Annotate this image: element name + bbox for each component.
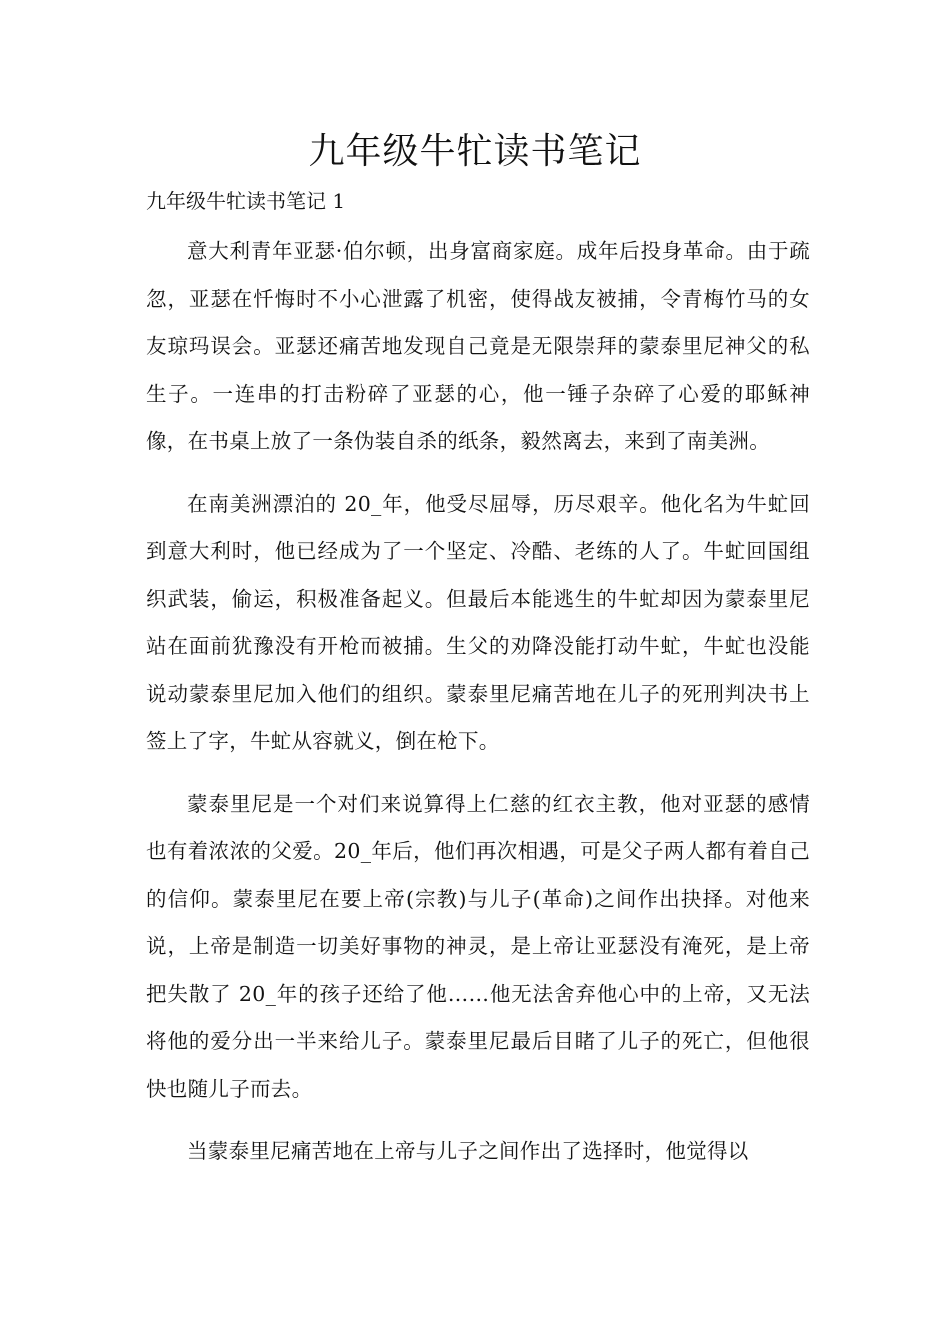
paragraph-3: 蒙泰里尼是一个对们来说算得上仁慈的红衣主教，他对亚瑟的感情也有着浓浓的父爱。20_年后，他们再次相遇，可是父子两人都有着自己的信仰。蒙泰里尼在要上帝(宗教)与儿子(革命)之间作出抉择。对他来说，上帝是制造一切美好事物的神灵，是上帝让亚瑟没有淹死，是上帝把失散了 20_年的孩子还给了他……他无法舍弃他心中的上帝，又无法将他的爱分出一半来给儿子。蒙泰里尼最后目睹了儿子的死亡，但他很快也随儿子而去。: [146, 791, 810, 1101]
paragraph-2: 在南美洲漂泊的 20_年，他受尽屈辱，历尽艰辛。他化名为牛虻回到意大利时，他已经成为了一个坚定、冷酷、老练的人了。牛虻回国组织武装，偷运，积极准备起义。但最后本能逃生的牛虻却因为蒙泰里尼站在面前犹豫没有开枪而被捕。生父的劝降没能打动牛虻，牛虻也没能说动蒙泰里尼加入他们的组织。蒙泰里尼痛苦地在儿子的死刑判决书上签上了字，牛虻从容就义，倒在枪下。: [146, 491, 810, 753]
document-body: [146, 228, 810, 1191]
paragraph-1: 意大利青年亚瑟·伯尔顿，出身富商家庭。成年后投身革命。由于疏忽，亚瑟在忏悔时不小心泄露了机密，使得战友被捕，令青梅竹马的女友琼玛误会。亚瑟还痛苦地发现自己竟是无限崇拜的蒙泰里尼神父的私生子。一连串的打击粉碎了亚瑟的心，他一锤子杂碎了心爱的耶稣神像，在书桌上放了一条伪装自杀的纸条，毅然离去，来到了南美洲。: [146, 239, 810, 453]
document-title: 九年级牛牤读书笔记: [308, 131, 642, 172]
section-heading: 九年级牛牤读书笔记 1: [146, 189, 346, 213]
paragraph-4: 当蒙泰里尼痛苦地在上帝与儿子之间作出了选择时，他觉得以: [187, 1139, 749, 1163]
